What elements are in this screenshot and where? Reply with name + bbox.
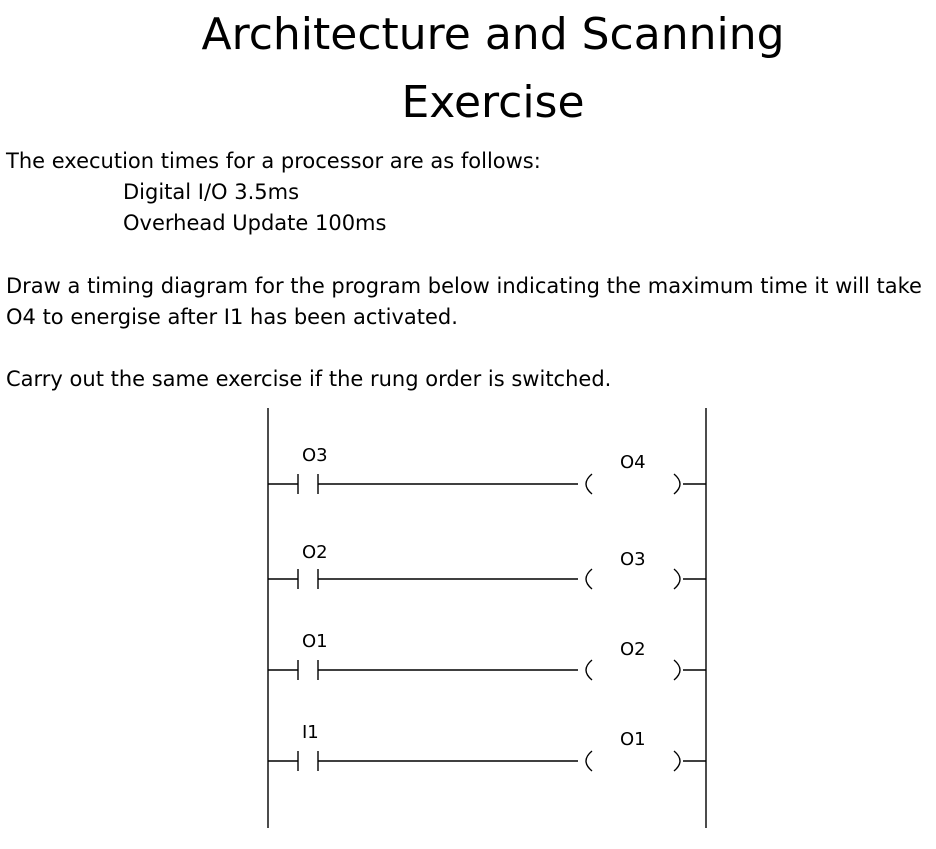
overhead-update-time: Overhead Update 100ms <box>123 211 387 235</box>
coil-label: O2 <box>620 639 646 660</box>
page-title-line-1: Architecture and Scanning <box>201 9 785 60</box>
intro-text: The execution times for a processor are as follows: <box>6 149 541 173</box>
coil-label: O3 <box>620 549 646 570</box>
ladder-rung <box>268 722 706 771</box>
coil-left-arc <box>586 474 592 494</box>
ladder-rung <box>268 445 706 494</box>
digital-io-time: Digital I/O 3.5ms <box>123 180 300 204</box>
coil-left-arc <box>586 660 592 680</box>
coil-right-arc <box>674 751 680 771</box>
coil-right-arc <box>674 474 680 494</box>
ladder-rung <box>268 542 706 589</box>
coil-right-arc <box>674 569 680 589</box>
page-title-line-2: Exercise <box>401 77 585 128</box>
coil-label: O1 <box>620 729 646 750</box>
contact-label: I1 <box>302 722 319 743</box>
coil-left-arc <box>586 751 592 771</box>
instruction-text-line-2: O4 to energise after I1 has been activated. <box>6 305 458 329</box>
contact-label: O2 <box>302 542 328 563</box>
contact-label: O3 <box>302 445 328 466</box>
contact-label: O1 <box>302 631 328 652</box>
ladder-rung <box>268 631 706 680</box>
coil-left-arc <box>586 569 592 589</box>
follow-up-instruction: Carry out the same exercise if the rung order is switched. <box>6 367 612 391</box>
instruction-text-line-1: Draw a timing diagram for the program below indicating the maximum time it will take <box>6 274 922 298</box>
coil-right-arc <box>674 660 680 680</box>
coil-label: O4 <box>620 452 646 473</box>
